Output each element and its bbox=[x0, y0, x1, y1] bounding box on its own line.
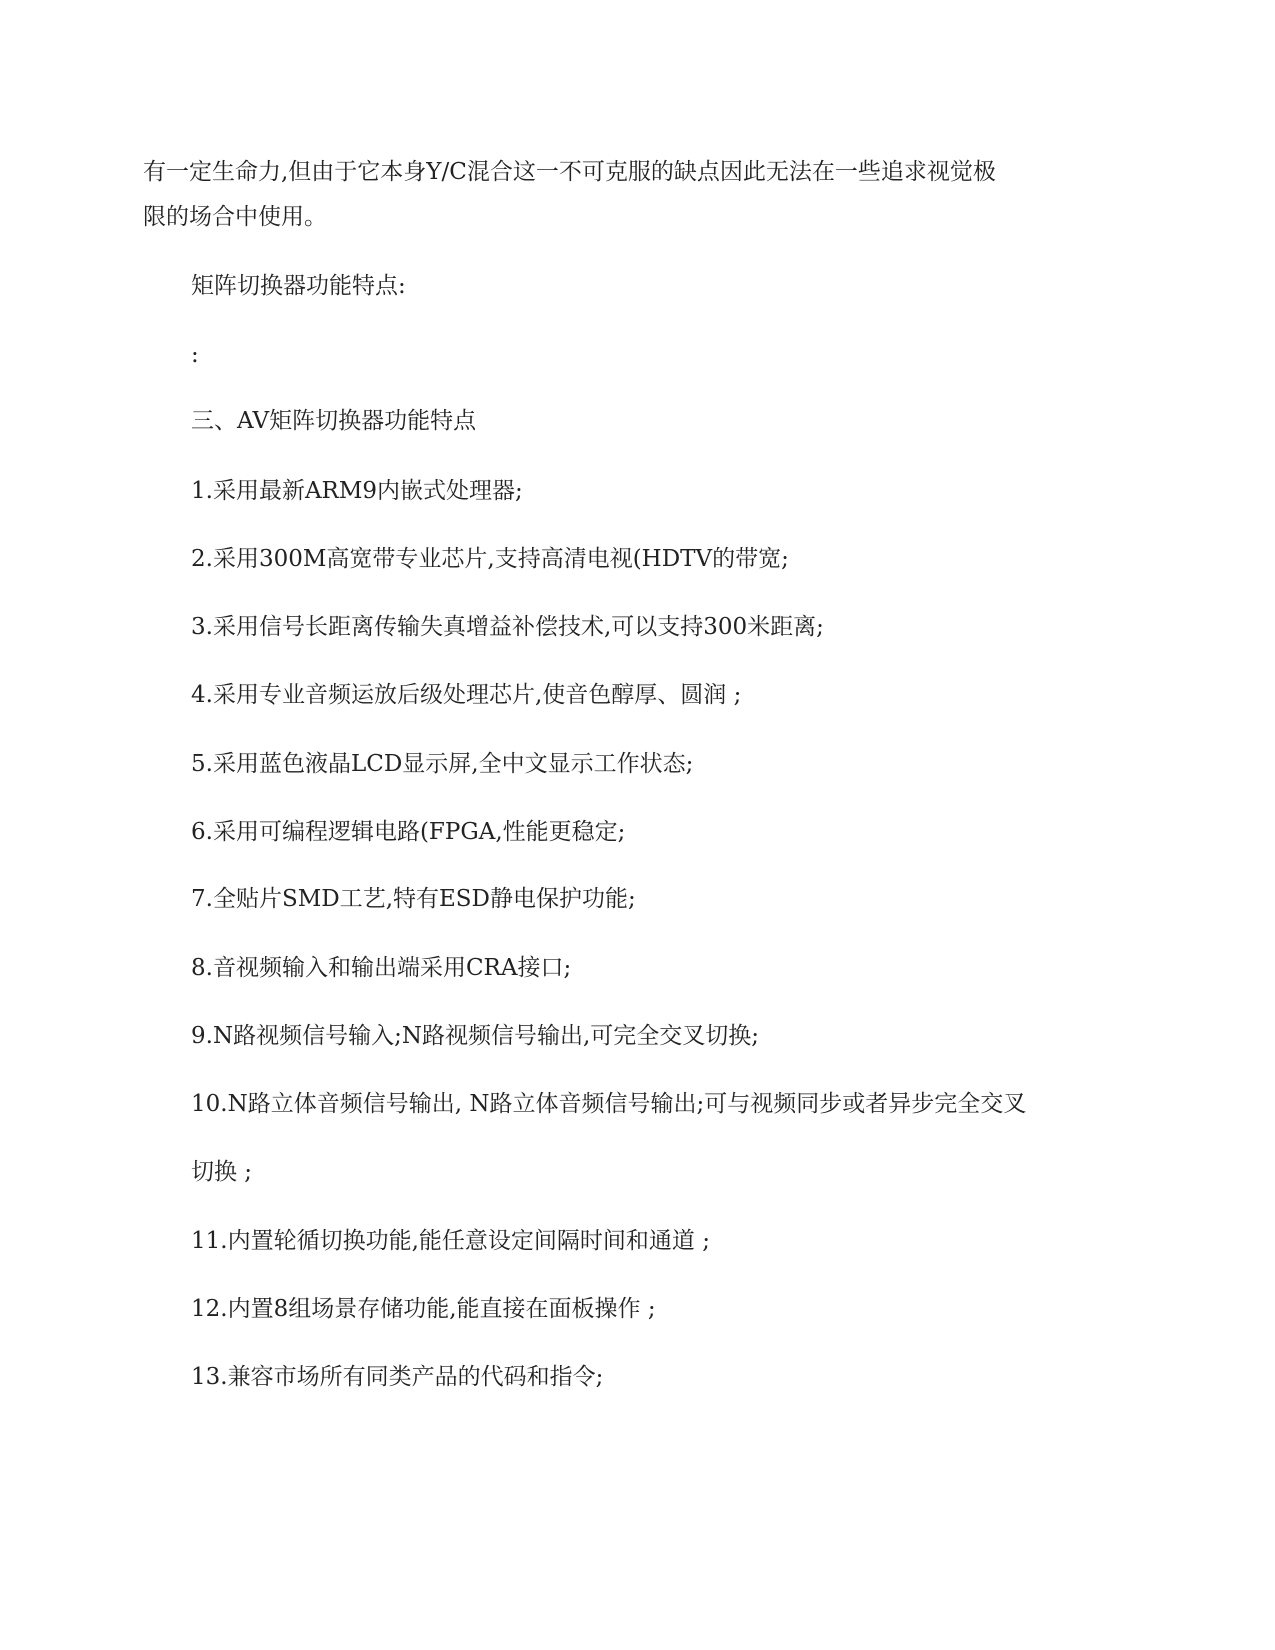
list-item: 4.采用专业音频运放后级处理芯片,使音色醇厚、圆润 ; bbox=[191, 682, 742, 708]
intro-line-2: 限的场合中使用。 bbox=[143, 204, 327, 230]
list-item: 2.采用300M高宽带专业芯片,支持高清电视(HDTV的带宽; bbox=[191, 546, 789, 572]
features-heading: 矩阵切换器功能特点: bbox=[191, 273, 406, 299]
list-item: 6.采用可编程逻辑电路(FPGA,性能更稳定; bbox=[191, 819, 626, 845]
list-item: 7.全贴片SMD工艺,特有ESD静电保护功能; bbox=[191, 886, 636, 912]
section-heading: 三、AV矩阵切换器功能特点 bbox=[191, 408, 477, 434]
list-item: 1.采用最新ARM9内嵌式处理器; bbox=[191, 478, 523, 504]
list-item: 8.音视频输入和输出端采用CRA接口; bbox=[191, 955, 572, 981]
list-item: 12.内置8组场景存储功能,能直接在面板操作 ; bbox=[191, 1296, 656, 1322]
intro-line-1: 有一定生命力,但由于它本身Y/C混合这一不可克服的缺点因此无法在一些追求视觉极 bbox=[143, 159, 996, 185]
list-item: 11.内置轮循切换功能,能任意设定间隔时间和通道 ; bbox=[191, 1228, 710, 1254]
colon-line: : bbox=[191, 342, 199, 368]
list-item: 5.采用蓝色液晶LCD显示屏,全中文显示工作状态; bbox=[191, 751, 694, 777]
list-item: 10.N路立体音频信号输出, N路立体音频信号输出;可与视频同步或者异步完全交叉 bbox=[191, 1091, 1027, 1117]
list-item: 13.兼容市场所有同类产品的代码和指令; bbox=[191, 1364, 604, 1390]
list-item: 9.N路视频信号输入;N路视频信号输出,可完全交叉切换; bbox=[191, 1023, 760, 1049]
list-item-continuation: 切换 ; bbox=[191, 1159, 253, 1185]
list-item: 3.采用信号长距离传输失真增益补偿技术,可以支持300米距离; bbox=[191, 614, 824, 640]
